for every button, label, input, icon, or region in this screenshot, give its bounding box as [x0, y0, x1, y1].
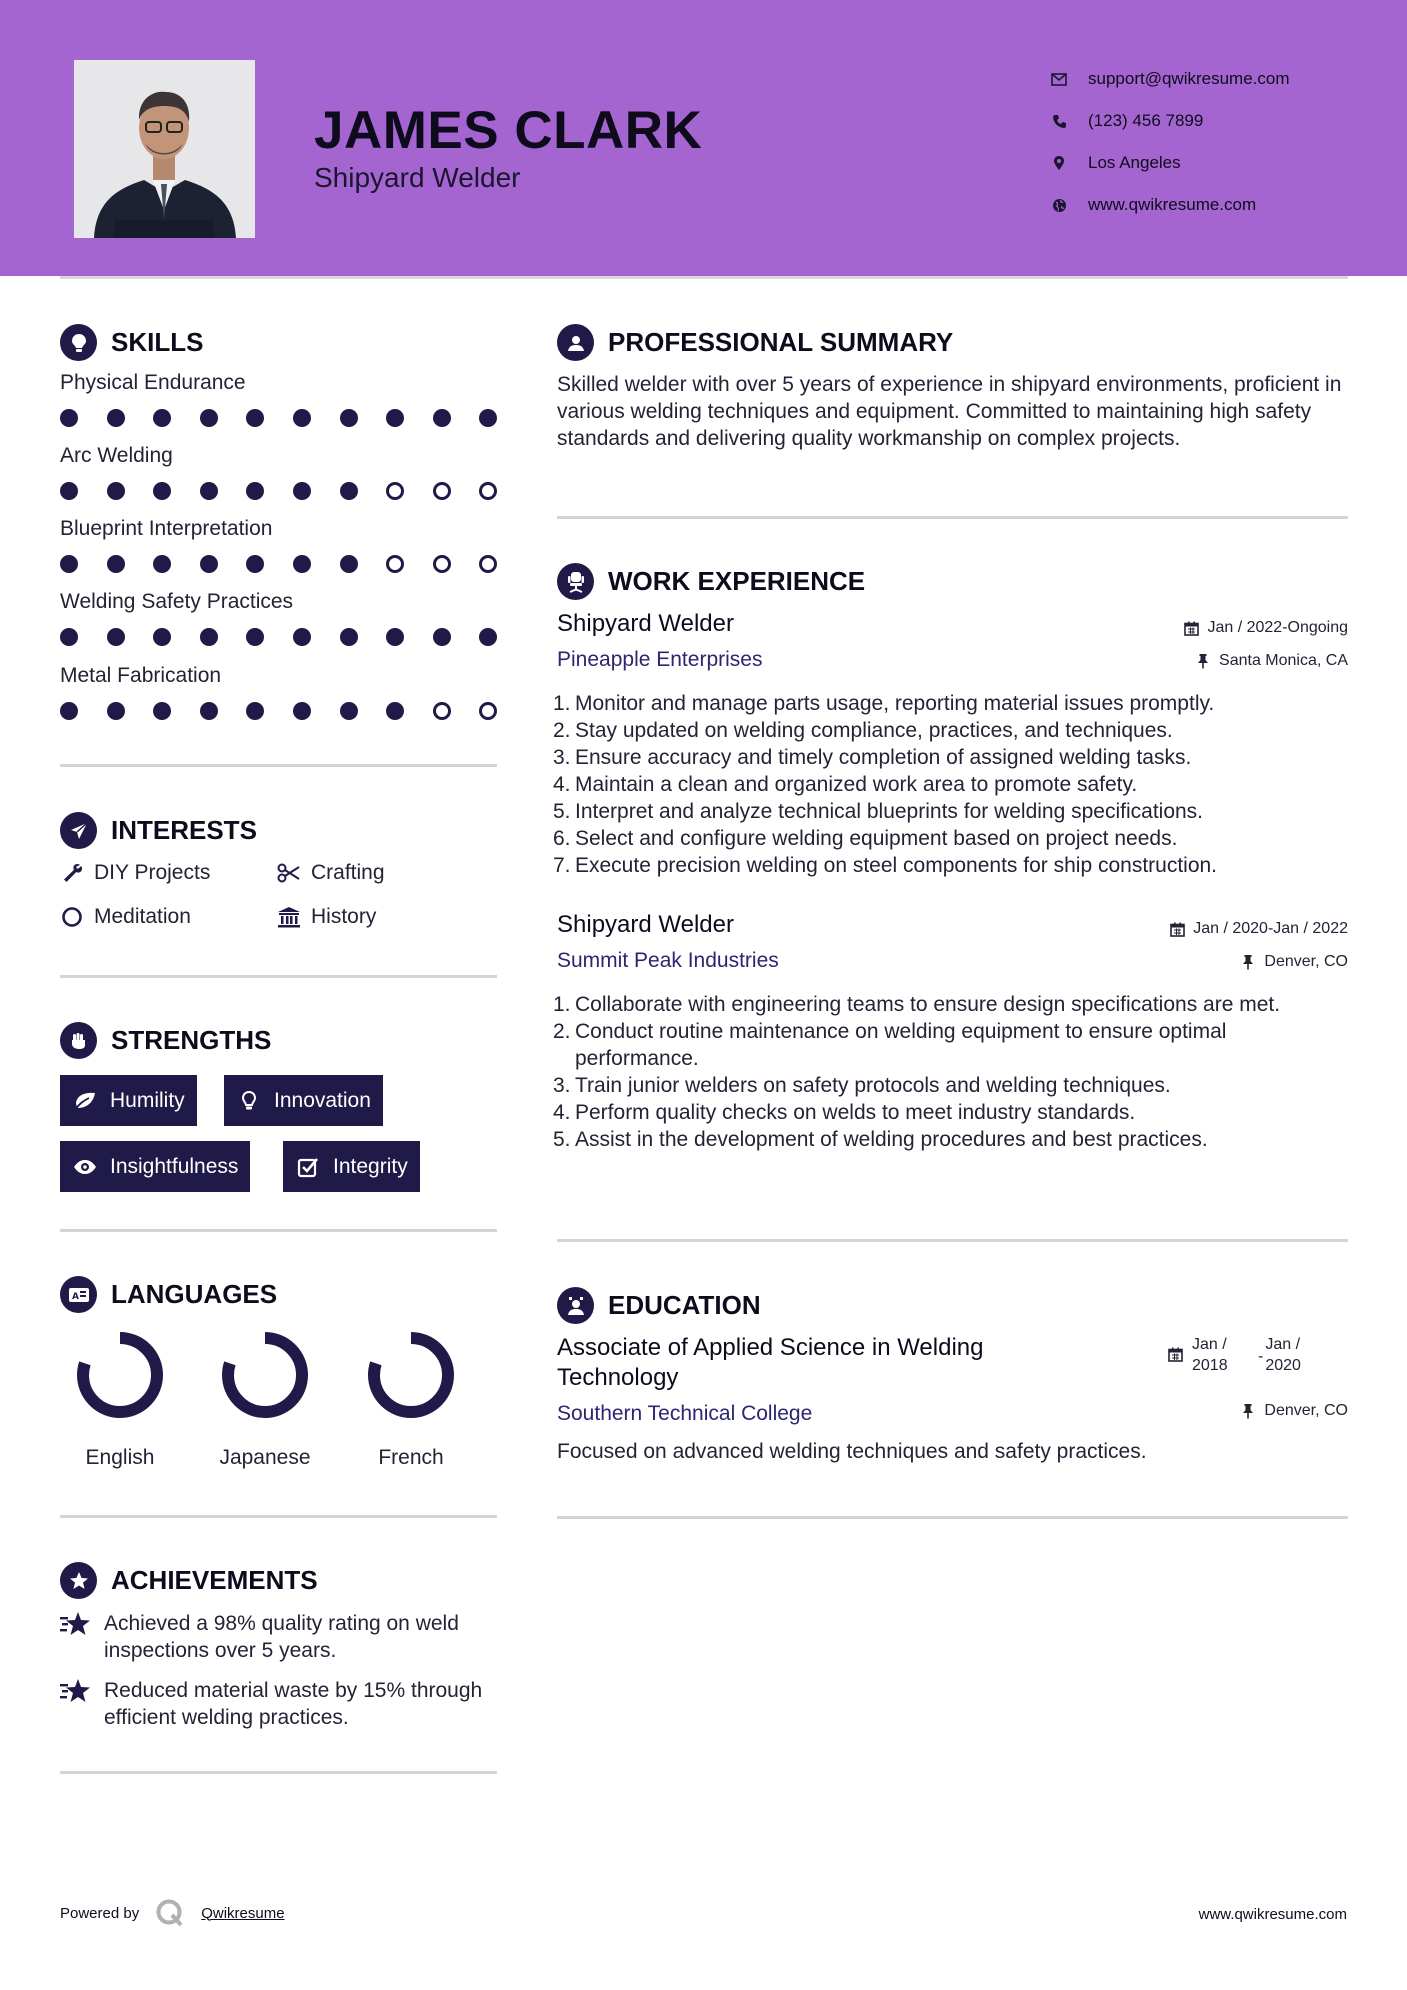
job-dates-text: Jan / 2022-Ongoing — [1207, 619, 1348, 636]
graduate-icon — [557, 1287, 594, 1324]
skill-dot-filled — [293, 409, 311, 427]
job-location — [1195, 652, 1348, 670]
skill-dot-filled — [293, 555, 311, 573]
star-icon — [60, 1610, 92, 1640]
section-divider — [60, 764, 497, 767]
duty-item: 5. Interpret and analyze technical blueprints for welding specifications. — [553, 800, 1204, 823]
section-divider — [557, 516, 1348, 519]
language-item — [60, 1330, 180, 1470]
job-dates-text: Jan / 2020-Jan / 2022 — [1193, 920, 1348, 937]
skill-dot-filled — [60, 628, 78, 646]
duty-text: Train junior welders on safety protocols and welding techniques. — [575, 1074, 1171, 1097]
skills-heading-text: SKILLS — [111, 327, 204, 357]
language-item — [351, 1330, 471, 1470]
skill-item — [60, 517, 500, 581]
skill-dot-empty — [479, 555, 497, 573]
contact-website[interactable] — [1050, 184, 1390, 226]
skill-dot-filled — [60, 482, 78, 500]
skill-item — [60, 371, 500, 435]
job-location — [1240, 953, 1348, 971]
section-divider — [557, 1239, 1348, 1242]
checkbox-icon — [295, 1154, 321, 1180]
skill-rating — [60, 702, 500, 728]
skill-rating — [60, 628, 500, 654]
duty-text: Assist in the development of welding procedures and best practices. — [575, 1128, 1208, 1151]
powered-by-text: Powered by — [60, 1904, 140, 1922]
section-divider — [60, 975, 497, 978]
skill-dot-filled — [153, 628, 171, 646]
calendar-icon — [1169, 921, 1185, 937]
job-duties — [553, 690, 1347, 879]
skill-name: Arc Welding — [60, 444, 173, 467]
strength-label: Humility — [110, 1088, 185, 1112]
skill-item — [60, 590, 500, 654]
globe-icon — [1050, 196, 1068, 214]
skill-dot-filled — [293, 702, 311, 720]
duty-text: Maintain a clean and organized work area to promote safety. — [575, 773, 1138, 796]
skill-dot-empty — [433, 482, 451, 500]
skill-dot-filled — [246, 702, 264, 720]
skill-dot-filled — [153, 482, 171, 500]
office-chair-icon — [557, 563, 594, 600]
duty-item: 2. Stay updated on welding compliance, practices, and techniques. — [553, 719, 1173, 742]
contact-email-text: support@qwikresume.com — [1088, 69, 1290, 88]
qwikresume-link[interactable]: Qwikresume — [201, 1904, 285, 1922]
strength-tag — [224, 1075, 383, 1126]
wrench-icon — [60, 861, 84, 885]
skill-dot-filled — [479, 628, 497, 646]
skill-rating — [60, 482, 500, 508]
duty-item: 1. Collaborate with engineering teams to ensure design specifications are met. — [553, 993, 1281, 1016]
education-heading-text: EDUCATION — [608, 1290, 761, 1320]
skill-name: Metal Fabrication — [60, 664, 222, 687]
pushpin-icon — [1240, 1403, 1256, 1419]
job-company: Pineapple Enterprises — [557, 648, 763, 671]
contact-email[interactable] — [1050, 58, 1390, 100]
strength-tag — [60, 1075, 197, 1126]
scissors-icon — [277, 861, 301, 885]
contact-phone-text: (123) 456 7899 — [1088, 111, 1204, 130]
calendar-icon — [1183, 620, 1199, 636]
skill-dot-filled — [107, 482, 125, 500]
interest-label: Crafting — [311, 861, 385, 884]
skill-dot-filled — [153, 555, 171, 573]
language-progress-ring — [75, 1330, 165, 1420]
duty-item: 7. Execute precision welding on steel components for ship construction. — [553, 854, 1218, 877]
skill-dot-filled — [246, 482, 264, 500]
museum-icon — [277, 905, 301, 929]
education-dates — [1168, 1334, 1317, 1376]
education-location — [1240, 1402, 1348, 1420]
job-duties — [553, 991, 1347, 1153]
section-divider — [60, 1515, 497, 1518]
languages-heading — [60, 1276, 277, 1313]
achievement-item — [60, 1677, 500, 1731]
skill-dot-filled — [107, 555, 125, 573]
leaf-icon — [72, 1088, 98, 1114]
resume-header — [0, 0, 1407, 276]
skill-dot-filled — [200, 702, 218, 720]
envelope-icon — [1050, 70, 1068, 88]
duty-text: Stay updated on welding compliance, practices, and techniques. — [575, 719, 1173, 742]
duty-text: Collaborate with engineering teams to ensure design specifications are met. — [575, 993, 1281, 1016]
job-role: Shipyard Welder — [557, 610, 734, 637]
strengths-heading — [60, 1022, 271, 1059]
profile-photo — [74, 60, 255, 238]
job-company: Summit Peak Industries — [557, 949, 779, 972]
skill-dot-filled — [153, 409, 171, 427]
duty-text: Execute precision welding on steel components for ship construction. — [575, 854, 1218, 877]
summary-heading-text: PROFESSIONAL SUMMARY — [608, 327, 954, 357]
star-badge-icon — [60, 1562, 97, 1599]
skill-dot-empty — [479, 702, 497, 720]
skill-dot-filled — [433, 628, 451, 646]
skill-dot-filled — [200, 409, 218, 427]
interests-heading-text: INTERESTS — [111, 815, 257, 845]
achievement-item — [60, 1610, 500, 1664]
interest-item — [60, 861, 210, 885]
section-divider — [60, 1771, 497, 1774]
skill-item — [60, 444, 500, 508]
skill-dot-empty — [433, 555, 451, 573]
skill-dot-filled — [386, 628, 404, 646]
duty-text: Perform quality checks on welds to meet industry standards. — [575, 1101, 1136, 1124]
skill-dot-filled — [340, 482, 358, 500]
contact-phone[interactable] — [1050, 100, 1390, 142]
job-location-text: Denver, CO — [1264, 953, 1348, 970]
skill-dot-filled — [60, 409, 78, 427]
job-location-text: Santa Monica, CA — [1219, 652, 1348, 669]
education-degree: Associate of Applied Science in Welding Technology — [557, 1334, 984, 1391]
skill-name: Welding Safety Practices — [60, 590, 294, 613]
achievements-heading-text: ACHIEVEMENTS — [111, 1565, 318, 1595]
lightbulb-icon — [60, 324, 97, 361]
pushpin-icon — [1240, 954, 1256, 970]
skill-dot-filled — [200, 628, 218, 646]
strengths-heading-text: STRENGTHS — [111, 1025, 272, 1055]
duty-text: Monitor and manage parts usage, reporting material issues promptly. — [575, 692, 1215, 715]
skill-rating — [60, 409, 500, 435]
strength-tag — [60, 1141, 250, 1192]
interest-label: Meditation — [94, 905, 191, 928]
experience-heading — [557, 563, 865, 600]
achievement-text: Achieved a 98% quality rating on weld inspections over 5 years. — [104, 1612, 459, 1662]
lightbulb-icon — [236, 1088, 262, 1114]
contact-list — [1050, 58, 1390, 226]
skill-dot-filled — [107, 409, 125, 427]
svg-text:A: A — [71, 1291, 79, 1302]
circle-icon — [60, 905, 84, 929]
skill-dot-empty — [479, 482, 497, 500]
user-icon — [557, 324, 594, 361]
language-name: Japanese — [219, 1446, 311, 1469]
header-divider — [60, 276, 1348, 279]
summary-text: Skilled welder with over 5 years of experience in shipyard environments, proficient in various welding techniques and equipment. Committed to maintaining high safety standards and delivering quality workmanship on complex projects. — [557, 373, 1342, 450]
skill-dot-filled — [340, 409, 358, 427]
languages-heading-text: LANGUAGES — [111, 1279, 278, 1309]
interest-label: History — [311, 905, 377, 928]
skill-dot-filled — [340, 628, 358, 646]
skill-dot-filled — [200, 482, 218, 500]
map-pin-icon — [1050, 154, 1068, 172]
skill-dot-filled — [246, 628, 264, 646]
skill-dot-filled — [340, 555, 358, 573]
interest-item — [277, 905, 376, 929]
achievements-heading — [60, 1562, 318, 1599]
job-dates — [1183, 619, 1348, 637]
qwikresume-logo-icon — [155, 1898, 185, 1928]
education-date-end: Jan / 2020 — [1265, 1336, 1301, 1374]
duty-item: 4. Perform quality checks on welds to meet industry standards. — [553, 1101, 1136, 1124]
education-description: Focused on advanced welding techniques and safety practices. — [557, 1440, 1147, 1463]
skill-dot-filled — [60, 555, 78, 573]
pushpin-icon — [1195, 653, 1211, 669]
duty-item: 4. Maintain a clean and organized work area to promote safety. — [553, 773, 1138, 796]
skill-dot-filled — [246, 555, 264, 573]
language-name: French — [378, 1446, 444, 1469]
contact-location-text: Los Angeles — [1088, 153, 1181, 172]
phone-icon — [1050, 112, 1068, 130]
duty-item: 3. Ensure accuracy and timely completion of assigned welding tasks. — [553, 746, 1192, 769]
calendar-icon — [1168, 1347, 1184, 1363]
skill-dot-filled — [200, 555, 218, 573]
skill-dot-filled — [293, 482, 311, 500]
footer-website[interactable]: www.qwikresume.com — [1198, 1906, 1347, 1923]
education-date-start: Jan / 2018 — [1192, 1336, 1228, 1374]
skill-dot-empty — [386, 555, 404, 573]
skill-dot-empty — [433, 702, 451, 720]
section-divider — [60, 1229, 497, 1232]
strength-label: Innovation — [274, 1088, 371, 1112]
skill-dot-filled — [386, 702, 404, 720]
skill-dot-filled — [340, 702, 358, 720]
duty-item: 6. Select and configure welding equipment based on project needs. — [553, 827, 1178, 850]
interest-item — [277, 861, 385, 885]
strength-label: Insightfulness — [110, 1154, 239, 1178]
fist-icon — [60, 1022, 97, 1059]
footer-powered-by — [60, 1898, 285, 1928]
duty-item: 1. Monitor and manage parts usage, reporting material issues promptly. — [553, 692, 1215, 715]
job-role: Shipyard Welder — [557, 911, 734, 938]
strength-tag — [283, 1141, 420, 1192]
language-item — [205, 1330, 325, 1470]
candidate-title: Shipyard Welder — [314, 162, 521, 193]
duty-item: 3. Train junior welders on safety protocols and welding techniques. — [553, 1074, 1171, 1097]
achievement-text: Reduced material waste by 15% through efficient welding practices. — [104, 1679, 483, 1729]
interest-label: DIY Projects — [94, 861, 211, 884]
skill-dot-filled — [386, 409, 404, 427]
skill-dot-filled — [246, 409, 264, 427]
duty-item: 2. Conduct routine maintenance on welding equipment to ensure optimal performance. — [553, 1020, 1227, 1070]
experience-heading-text: WORK EXPERIENCE — [608, 566, 866, 596]
education-date-separator: - — [1258, 1348, 1264, 1365]
duty-text: Conduct routine maintenance on welding equipment to ensure optimal performance. — [575, 1020, 1227, 1070]
language-progress-ring — [366, 1330, 456, 1420]
star-icon — [60, 1677, 92, 1707]
education-location-text: Denver, CO — [1264, 1402, 1348, 1419]
skill-dot-filled — [107, 628, 125, 646]
interest-item — [60, 905, 191, 929]
skill-dot-filled — [433, 409, 451, 427]
language-card-icon — [60, 1276, 97, 1313]
summary-heading — [557, 324, 953, 361]
strength-label: Integrity — [333, 1154, 408, 1178]
duty-text: Select and configure welding equipment based on project needs. — [575, 827, 1178, 850]
education-school: Southern Technical College — [557, 1402, 813, 1425]
skill-dot-filled — [60, 702, 78, 720]
duty-text: Interpret and analyze technical blueprints for welding specifications. — [575, 800, 1204, 823]
section-divider — [557, 1516, 1348, 1519]
skill-dot-filled — [153, 702, 171, 720]
duty-text: Ensure accuracy and timely completion of assigned welding tasks. — [575, 746, 1192, 769]
eye-icon — [72, 1154, 98, 1180]
language-progress-ring — [220, 1330, 310, 1420]
skill-dot-filled — [107, 702, 125, 720]
interests-heading — [60, 812, 257, 849]
candidate-name: JAMES CLARK — [314, 101, 703, 160]
paper-plane-icon — [60, 812, 97, 849]
language-name: English — [85, 1446, 155, 1469]
duty-item: 5. Assist in the development of welding procedures and best practices. — [553, 1128, 1208, 1151]
skill-dot-empty — [386, 482, 404, 500]
skill-name: Blueprint Interpretation — [60, 517, 273, 540]
skill-dot-filled — [479, 409, 497, 427]
education-heading — [557, 1287, 761, 1324]
job-dates — [1169, 920, 1348, 938]
skill-name: Physical Endurance — [60, 371, 246, 394]
skill-rating — [60, 555, 500, 581]
contact-website-text: www.qwikresume.com — [1088, 195, 1257, 214]
contact-location — [1050, 142, 1390, 184]
skill-dot-filled — [293, 628, 311, 646]
skills-heading — [60, 324, 203, 361]
skill-item — [60, 664, 500, 728]
